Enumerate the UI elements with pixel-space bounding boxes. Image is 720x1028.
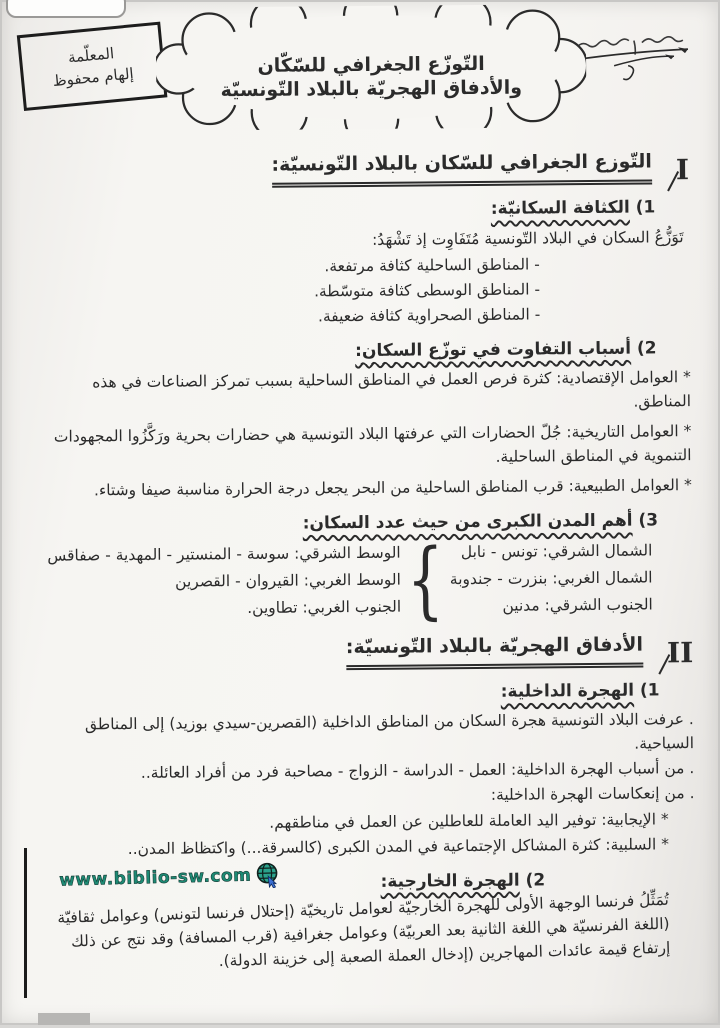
major-cities-table: [26, 538, 653, 622]
section1-roman-numeral: I: [662, 157, 689, 185]
natural-factors: * العوامل الطبيعية: قرب المناطق الساحلية من البحر يجعل درجة الحرارة مناسبة صيفا وشتاء.: [26, 473, 692, 503]
migration-item1-heading: [27, 677, 659, 709]
item2-heading-text: أسباب التفاوت في توزّع السكان:: [355, 338, 631, 360]
item3-heading: [26, 508, 658, 540]
section1-title: التّوزع الجغرافي للسّكان بالبلاد التّونسيّة:: [271, 147, 652, 188]
teacher-box-line1: المعلّمة: [67, 42, 115, 69]
title-cloud: [156, 4, 587, 138]
site-watermark: [59, 861, 282, 893]
cities-south-east: الجنوب الشرقي: مدنين: [450, 592, 653, 618]
bullet-coastal: - المناطق الساحلية كثافة مرتفعة.: [24, 252, 540, 281]
section1-heading: [23, 147, 689, 190]
internal-migration-heading: الهجرة الداخلية:: [501, 681, 634, 702]
bullet-central: - المناطق الوسطى كثافة متوسّطة.: [24, 277, 540, 306]
negative-effects: * السلبية: كثرة المشاكل الإجتماعية في المدن الكبرى (كالسرقة...) واكتظاظ المدن..: [29, 832, 695, 862]
lesson-title-line1: التّوزّع الجغرافي للسّكّان: [257, 53, 484, 77]
left-margin-rule: [24, 848, 27, 998]
item2-heading: [24, 335, 656, 367]
migration-item2-number: 2): [526, 870, 546, 890]
external-migration-heading: الهجرة الخارجية:: [380, 870, 519, 891]
watermark-url: www.biblio-sw.com: [59, 862, 252, 893]
item2-number: 2): [637, 338, 657, 358]
section2-roman-numeral: II: [653, 639, 693, 667]
item1-number: 1): [636, 198, 656, 218]
teacher-name-box: [17, 22, 168, 111]
lesson-body: [23, 147, 697, 1028]
section2-heading: [27, 630, 693, 673]
internal-migration-line2: . من أسباب الهجرة الداخلية: العمل - الدراسة - الزواج - مصاحبة فرد من أفراد العائلة..: [28, 757, 694, 787]
positive-effects: * الإيجابية: توفير اليد العاملة للعاطلين عن العمل في مناطقهم.: [29, 807, 695, 837]
section2-title: الأدفاق الهجريّة بالبلاد التّونسيّة:: [346, 630, 643, 670]
internal-migration-line3: . من إنعكاسات الهجرة الداخلية:: [28, 782, 694, 812]
cities-north-east: الشمال الشرقي: تونس - نابل: [449, 538, 652, 564]
item1-heading-text: الكثافة السكانيّة:: [491, 198, 630, 219]
next-page-peek: [38, 1013, 90, 1025]
external-migration-paragraph: تُمَثِّلُ فرنسا الوجهة الأولى للهجرة الخارجيّة لعوامل تاريخيّة (إحتلال فرنسا لتونس) وعوامل ثقافيّة (اللغة الفرنسيّة هي اللغة الثانية بعد العربيّة) وعوامل جغرافية (قرب المسافة) وقد نتج عن ذلك إرتفاع قيمة عائدات المهاجرين (إدخال العملة الصعبة إلى خزينة الدولة).: [39, 888, 671, 979]
migration-item1-number: 1): [640, 680, 660, 700]
internal-migration-line1: . عرفت البلاد التونسية هجرة السكان من المناطق الداخلية (القصرين-سيدي بوزيد) إلى المناطق السياحية.: [28, 708, 694, 762]
globe-with-cursor-icon: [255, 861, 282, 888]
cities-south-west: الجنوب الغربي: تطاوين.: [48, 594, 402, 621]
table-brace: {: [407, 537, 445, 621]
migration-item2-heading: [380, 870, 545, 891]
teacher-box-line2: إلهام محفوظ: [52, 62, 135, 92]
cities-center-west: الوسط الغربي: القيروان - القصرين: [47, 567, 401, 594]
lesson-title-line2: والأدفاق الهجريّة بالبلاد التّونسيّة: [221, 77, 523, 102]
density-intro: تَوَزُّعُ السكان في البلاد التّونسية مُتَفَاوِت إذ تَشْهَدُ:: [24, 225, 684, 255]
economic-factors: * العوامل الإقتصادية: كثرة فرص العمل في المناطق الساحلية بسبب تمركز الصناعات في هذه المناطق.: [25, 365, 691, 419]
item3-heading-text: أهم المدن الكبرى من حيث عدد السكان:: [303, 511, 633, 534]
cities-north-west: الشمال الغربي: بنزرت - جندوبة: [450, 565, 653, 591]
item3-number: 3): [638, 511, 658, 531]
historical-factors: * العوامل التاريخية: جُلّ الحضارات التي عرفتها البلاد التونسية هي حضارات بحرية ورَكَّزُوا المجهودات التنموية في المناطق الساحلية.: [25, 419, 691, 473]
cities-column-east: [449, 538, 652, 618]
cities-center-east: الوسط الشرقي: سوسة - المنستير - المهدية - صفاقس: [47, 540, 401, 567]
density-bullets: [24, 251, 691, 331]
cities-column-west: [47, 540, 401, 621]
bullet-desert: - المناطق الصحراوية كثافة ضعيفة.: [24, 302, 540, 331]
item1-heading: [23, 195, 655, 227]
